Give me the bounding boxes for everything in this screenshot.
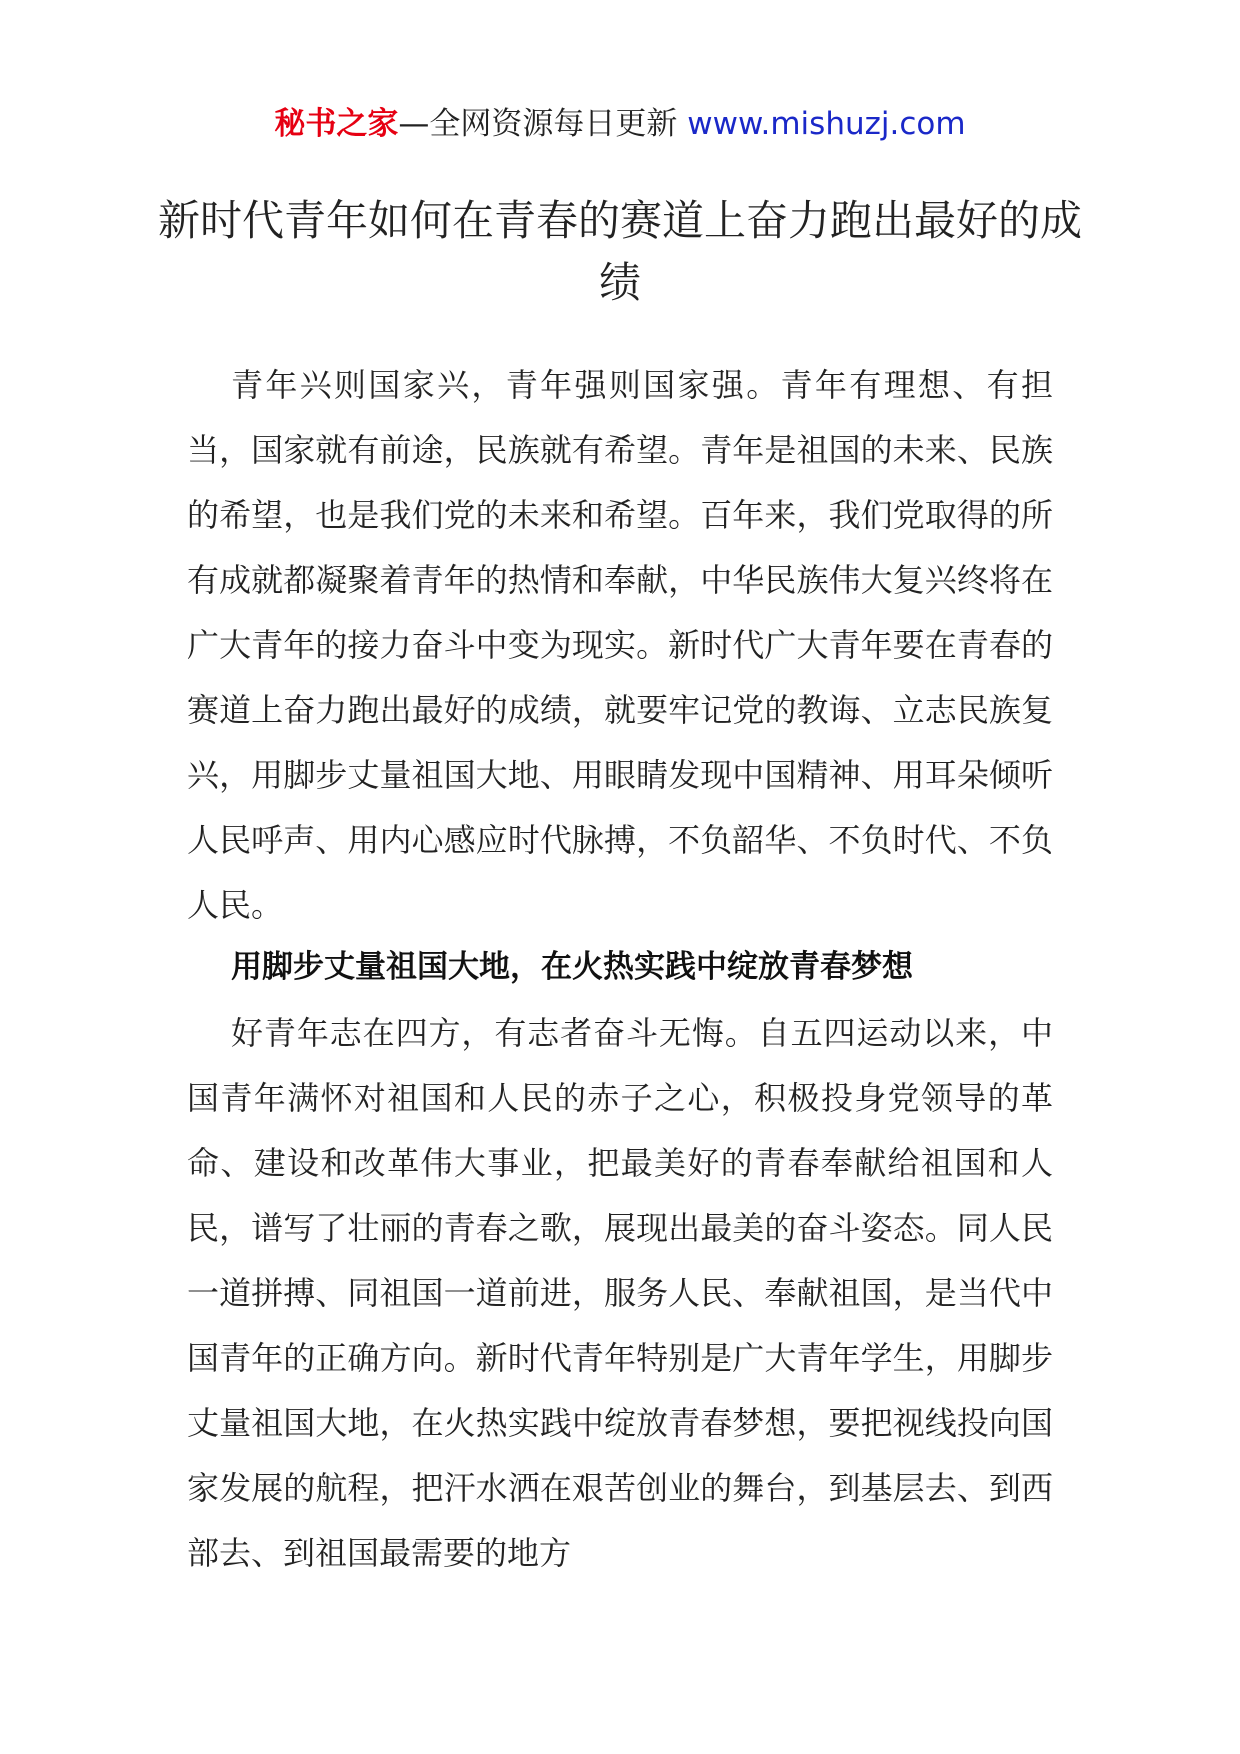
section-heading: 用脚步丈量祖国大地，在火热实践中绽放青春梦想 bbox=[231, 949, 913, 985]
site-brand: 秘书之家 bbox=[274, 106, 399, 142]
site-url-link[interactable]: www.mishuzj.com bbox=[687, 106, 966, 142]
site-header bbox=[0, 104, 1240, 144]
intro-paragraph: 青年兴则国家兴，青年强则国家强。青年有理想、有担当，国家就有前途，民族就有希望。青年是祖国的未来、民族的希望，也是我们党的未来和希望。百年来，我们党取得的所有成就都凝聚着青年的热情和奉献，中华民族伟大复兴终将在广大青年的接力奋斗中变为现实。新时代广大青年要在青春的赛道上奋力跑出最好的成绩，就要牢记党的教诲、立志民族复兴，用脚步丈量祖国大地、用眼睛发现中国精神、用耳朵倾听人民呼声、用内心感应时代脉搏，不负韶华、不负时代、不负人民。 bbox=[187, 366, 1053, 924]
document-title: 新时代青年如何在青春的赛道上奋力跑出最好的成绩 bbox=[157, 196, 1082, 308]
site-tagline: —全网资源每日更新 bbox=[398, 106, 678, 142]
section-paragraph: 好青年志在四方，有志者奋斗无悔。自五四运动以来，中国青年满怀对祖国和人民的赤子之心，积极投身党领导的革命、建设和改革伟大事业，把最美好的青春奉献给祖国和人民，谱写了壮丽的青春之歌，展现出最美的奋斗姿态。同人民一道拼搏、同祖国一道前进，服务人民、奉献祖国，是当代中国青年的正确方向。新时代青年特别是广大青年学生，用脚步丈量祖国大地，在火热实践中绽放青春梦想，要把视线投向国家发展的航程，把汗水洒在艰苦创业的舞台，到基层去、到西部去、到祖国最需要的地方 bbox=[187, 1014, 1053, 1572]
